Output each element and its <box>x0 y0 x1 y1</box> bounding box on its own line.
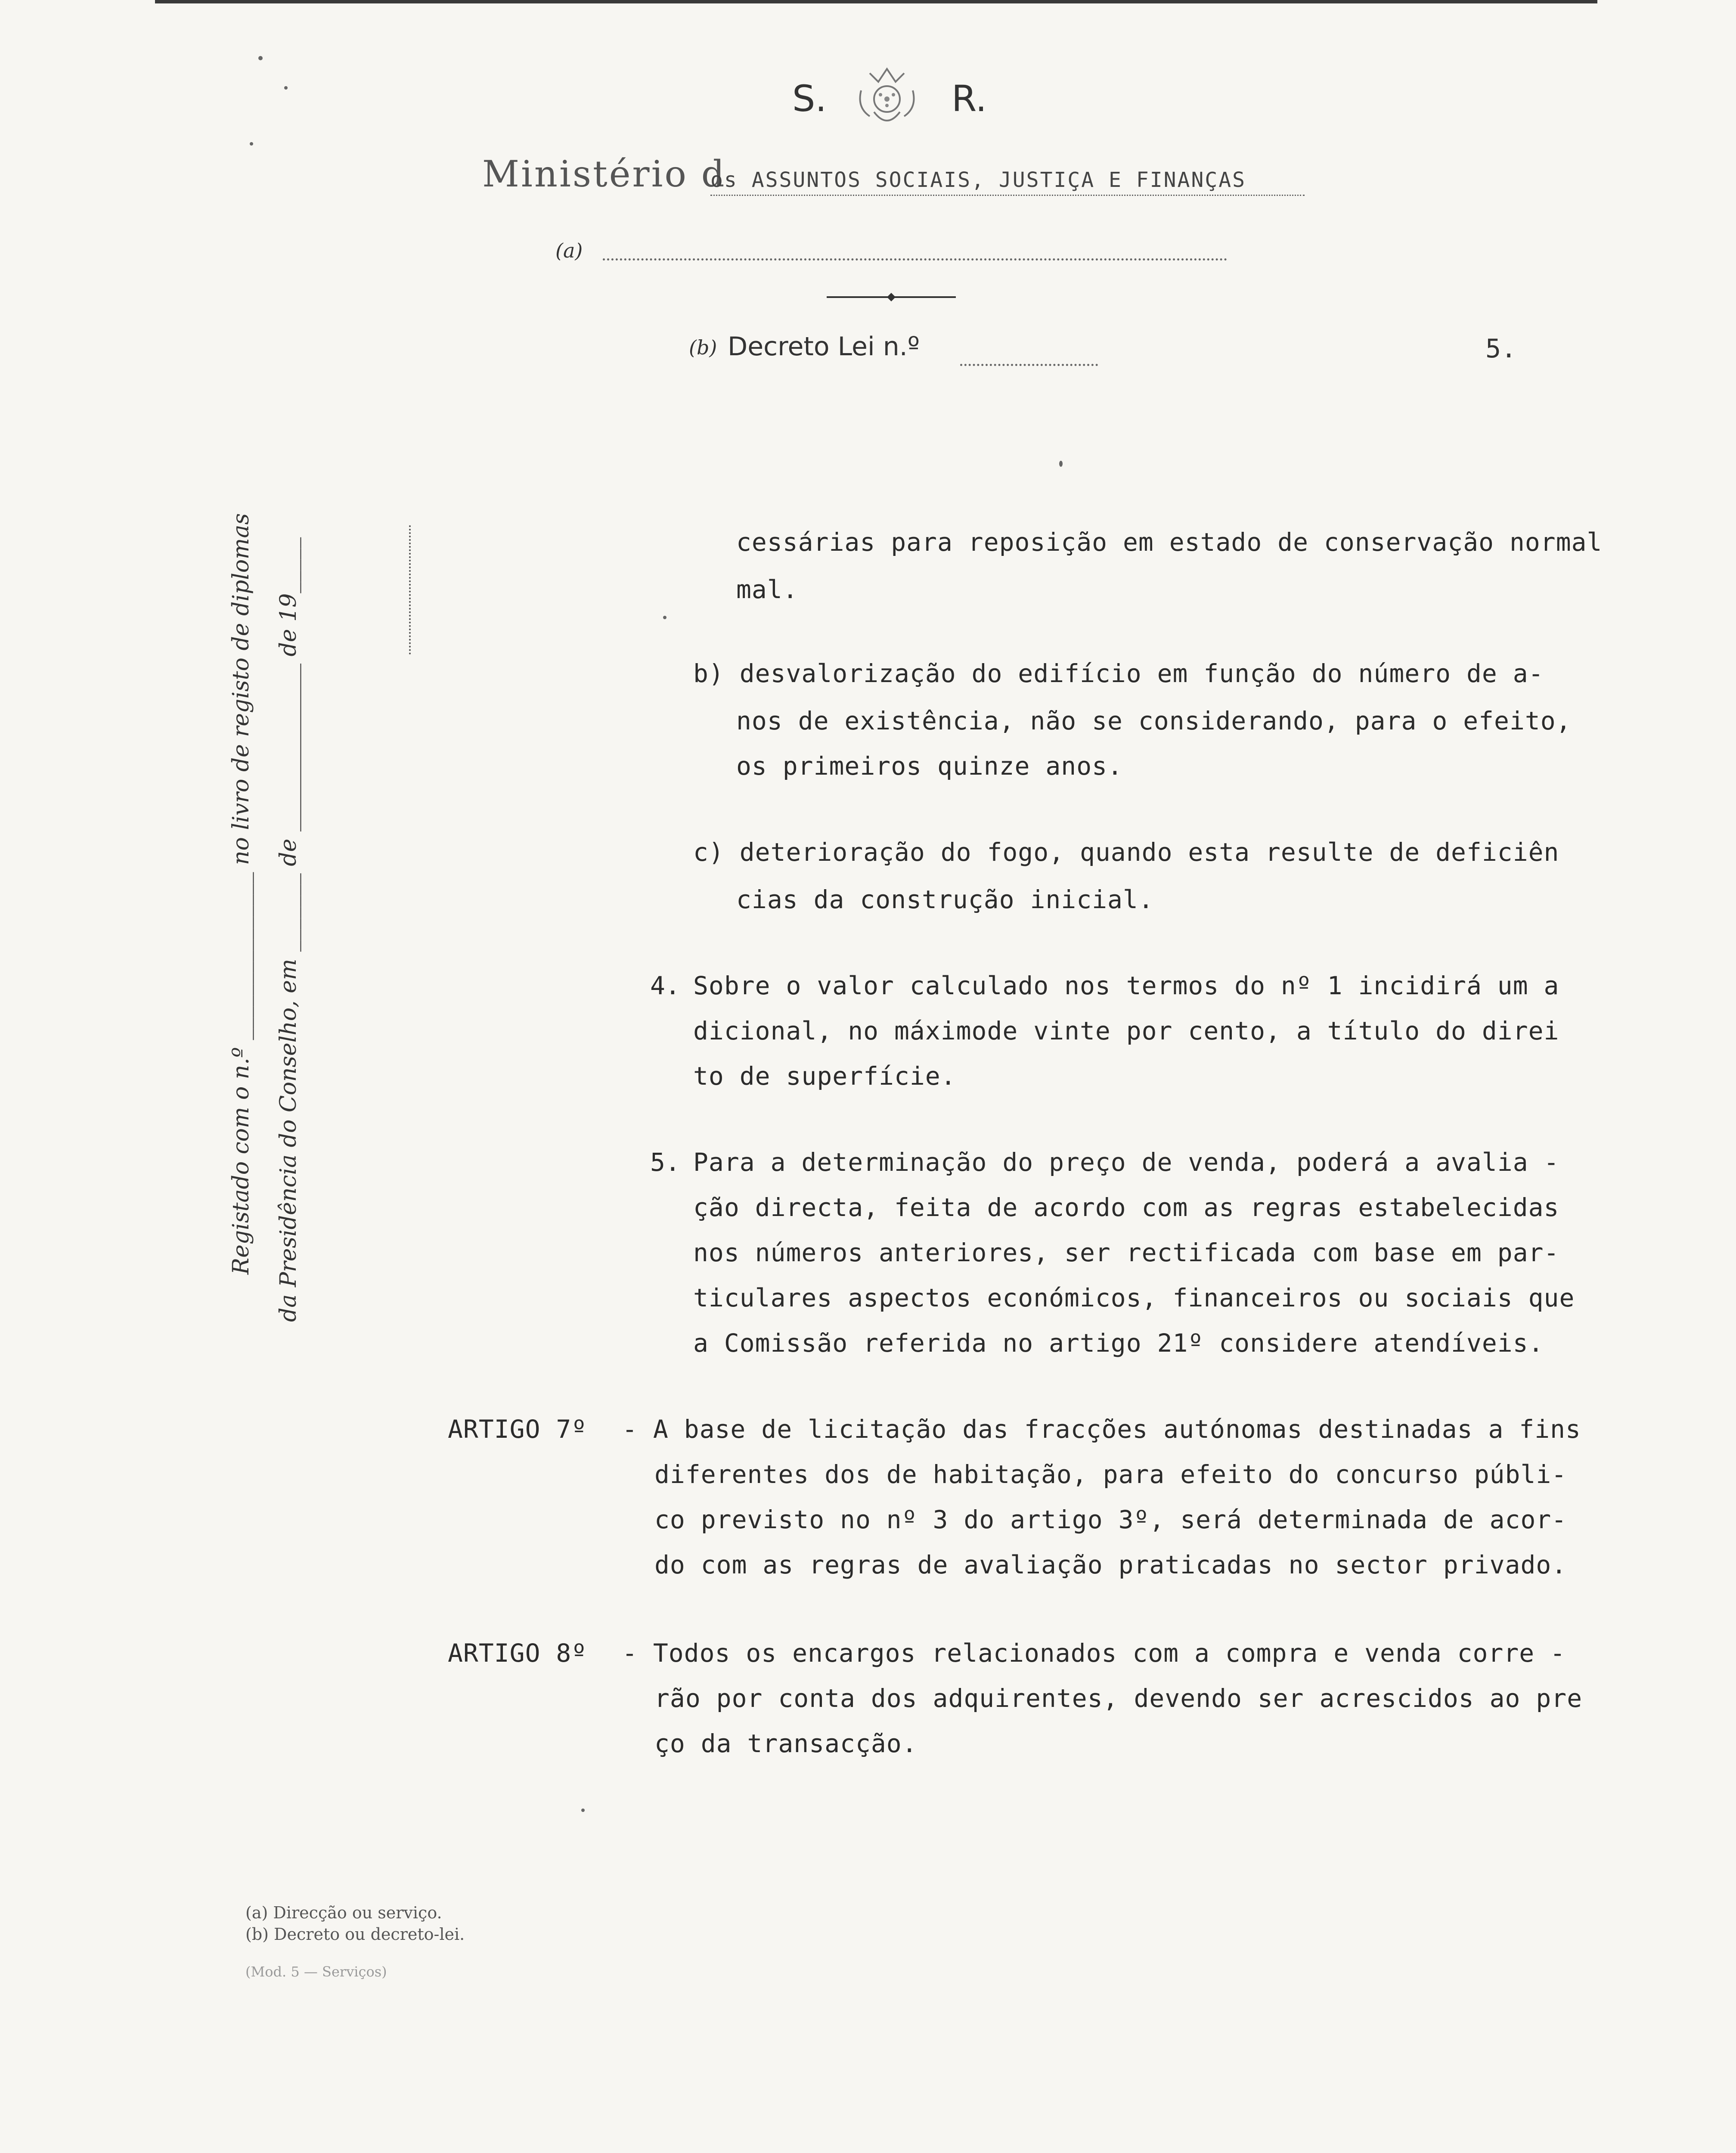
item-b-line-1: b) desvalorização do edifício em função do número de a- <box>693 659 1544 688</box>
page-number: 5. <box>1485 334 1517 364</box>
item-4-line-2: dicional, no máximode vinte por cento, a título do direi <box>693 1016 1559 1045</box>
ministerio-name: os ASSUNTOS SOCIAIS, JUSTIÇA E FINANÇAS <box>710 168 1246 192</box>
item-5-line-4: ticulares aspectos económicos, financeiros ou sociais que <box>693 1283 1575 1312</box>
item-5-line-2: ção directa, feita de acordo com as regras estabelecidas <box>693 1193 1559 1222</box>
scan-speck <box>1059 461 1063 467</box>
item-c-line-2: cias da construção inicial. <box>736 885 1154 914</box>
item-b-line-3: os primeiros quinze anos. <box>736 751 1123 781</box>
intro-line-1: cessárias para reposição em estado de conservação normal <box>736 527 1603 557</box>
artigo-7-line-1: - A base de licitação das fracções autónomas destinadas a fins <box>622 1415 1581 1444</box>
scan-speck <box>258 56 263 60</box>
coat-of-arms-icon <box>844 65 930 133</box>
sidebar-line-1: Registado com o n.º _______________ no livro de registo de diplomas <box>228 513 254 1275</box>
ministerio-title: Ministério d <box>482 153 726 195</box>
sidebar-vertical-mark <box>409 525 411 655</box>
footnote-b: (b) Decreto ou decreto-lei. <box>245 1925 465 1944</box>
scan-speck <box>284 86 288 90</box>
ministerio-dotted-line <box>710 195 1305 196</box>
item-5-line-5: a Comissão referida no artigo 21º considere atendíveis. <box>693 1328 1544 1358</box>
item-5-number: 5. <box>650 1148 680 1177</box>
printer-imprint: (Mod. 5 — Serviços) <box>245 1964 387 1980</box>
artigo-8-line-3: ço da transacção. <box>654 1729 918 1758</box>
sidebar-line-2: da Presidência do Conselho, em _______ de _______________ de 19_____ <box>276 537 301 1322</box>
decree-type-label: (b) <box>689 336 717 359</box>
intro-line-2: mal. <box>736 575 798 604</box>
artigo-7-label: ARTIGO 7º <box>448 1415 587 1444</box>
top-border-line <box>155 0 1597 3</box>
item-4-line-3: to de superfície. <box>693 1061 956 1091</box>
ornament-divider <box>827 289 956 306</box>
direction-label: (a) <box>555 239 583 262</box>
item-4-number: 4. <box>650 971 680 1000</box>
decree-number-label: Decreto Lei n.º <box>728 332 920 362</box>
item-5-line-1: Para a determinação do preço de venda, poderá a avalia - <box>693 1148 1559 1177</box>
direction-dotted-line <box>603 258 1227 261</box>
footnote-a: (a) Direcção ou serviço. <box>245 1903 442 1922</box>
item-4-line-1: Sobre o valor calculado nos termos do nº 1 incidirá um a <box>693 971 1559 1000</box>
artigo-7-line-3: co previsto no nº 3 do artigo 3º, será determinada de acor- <box>654 1505 1567 1534</box>
item-c-line-1: c) deterioração do fogo, quando esta resulte de deficiên <box>693 838 1559 867</box>
decree-number-dotted-line <box>960 364 1098 366</box>
item-5-line-3: nos números anteriores, ser rectificada com base em par- <box>693 1238 1559 1267</box>
header-r: R. <box>952 78 987 120</box>
artigo-7-line-4: do com as regras de avaliação praticadas no sector privado. <box>654 1550 1567 1579</box>
artigo-8-line-1: - Todos os encargos relacionados com a compra e venda corre - <box>622 1638 1566 1668</box>
scan-speck <box>250 142 253 146</box>
artigo-8-label: ARTIGO 8º <box>448 1638 587 1668</box>
header-s: S. <box>792 78 827 120</box>
scan-speck <box>581 1809 585 1812</box>
header-emblem-block <box>766 65 1008 159</box>
scan-speck <box>663 616 666 619</box>
artigo-8-line-2: rão por conta dos adquirentes, devendo ser acrescidos ao pre <box>654 1684 1583 1713</box>
artigo-7-line-2: diferentes dos de habitação, para efeito do concurso públi- <box>654 1460 1567 1489</box>
item-b-line-2: nos de existência, não se considerando, para o efeito, <box>736 706 1572 735</box>
